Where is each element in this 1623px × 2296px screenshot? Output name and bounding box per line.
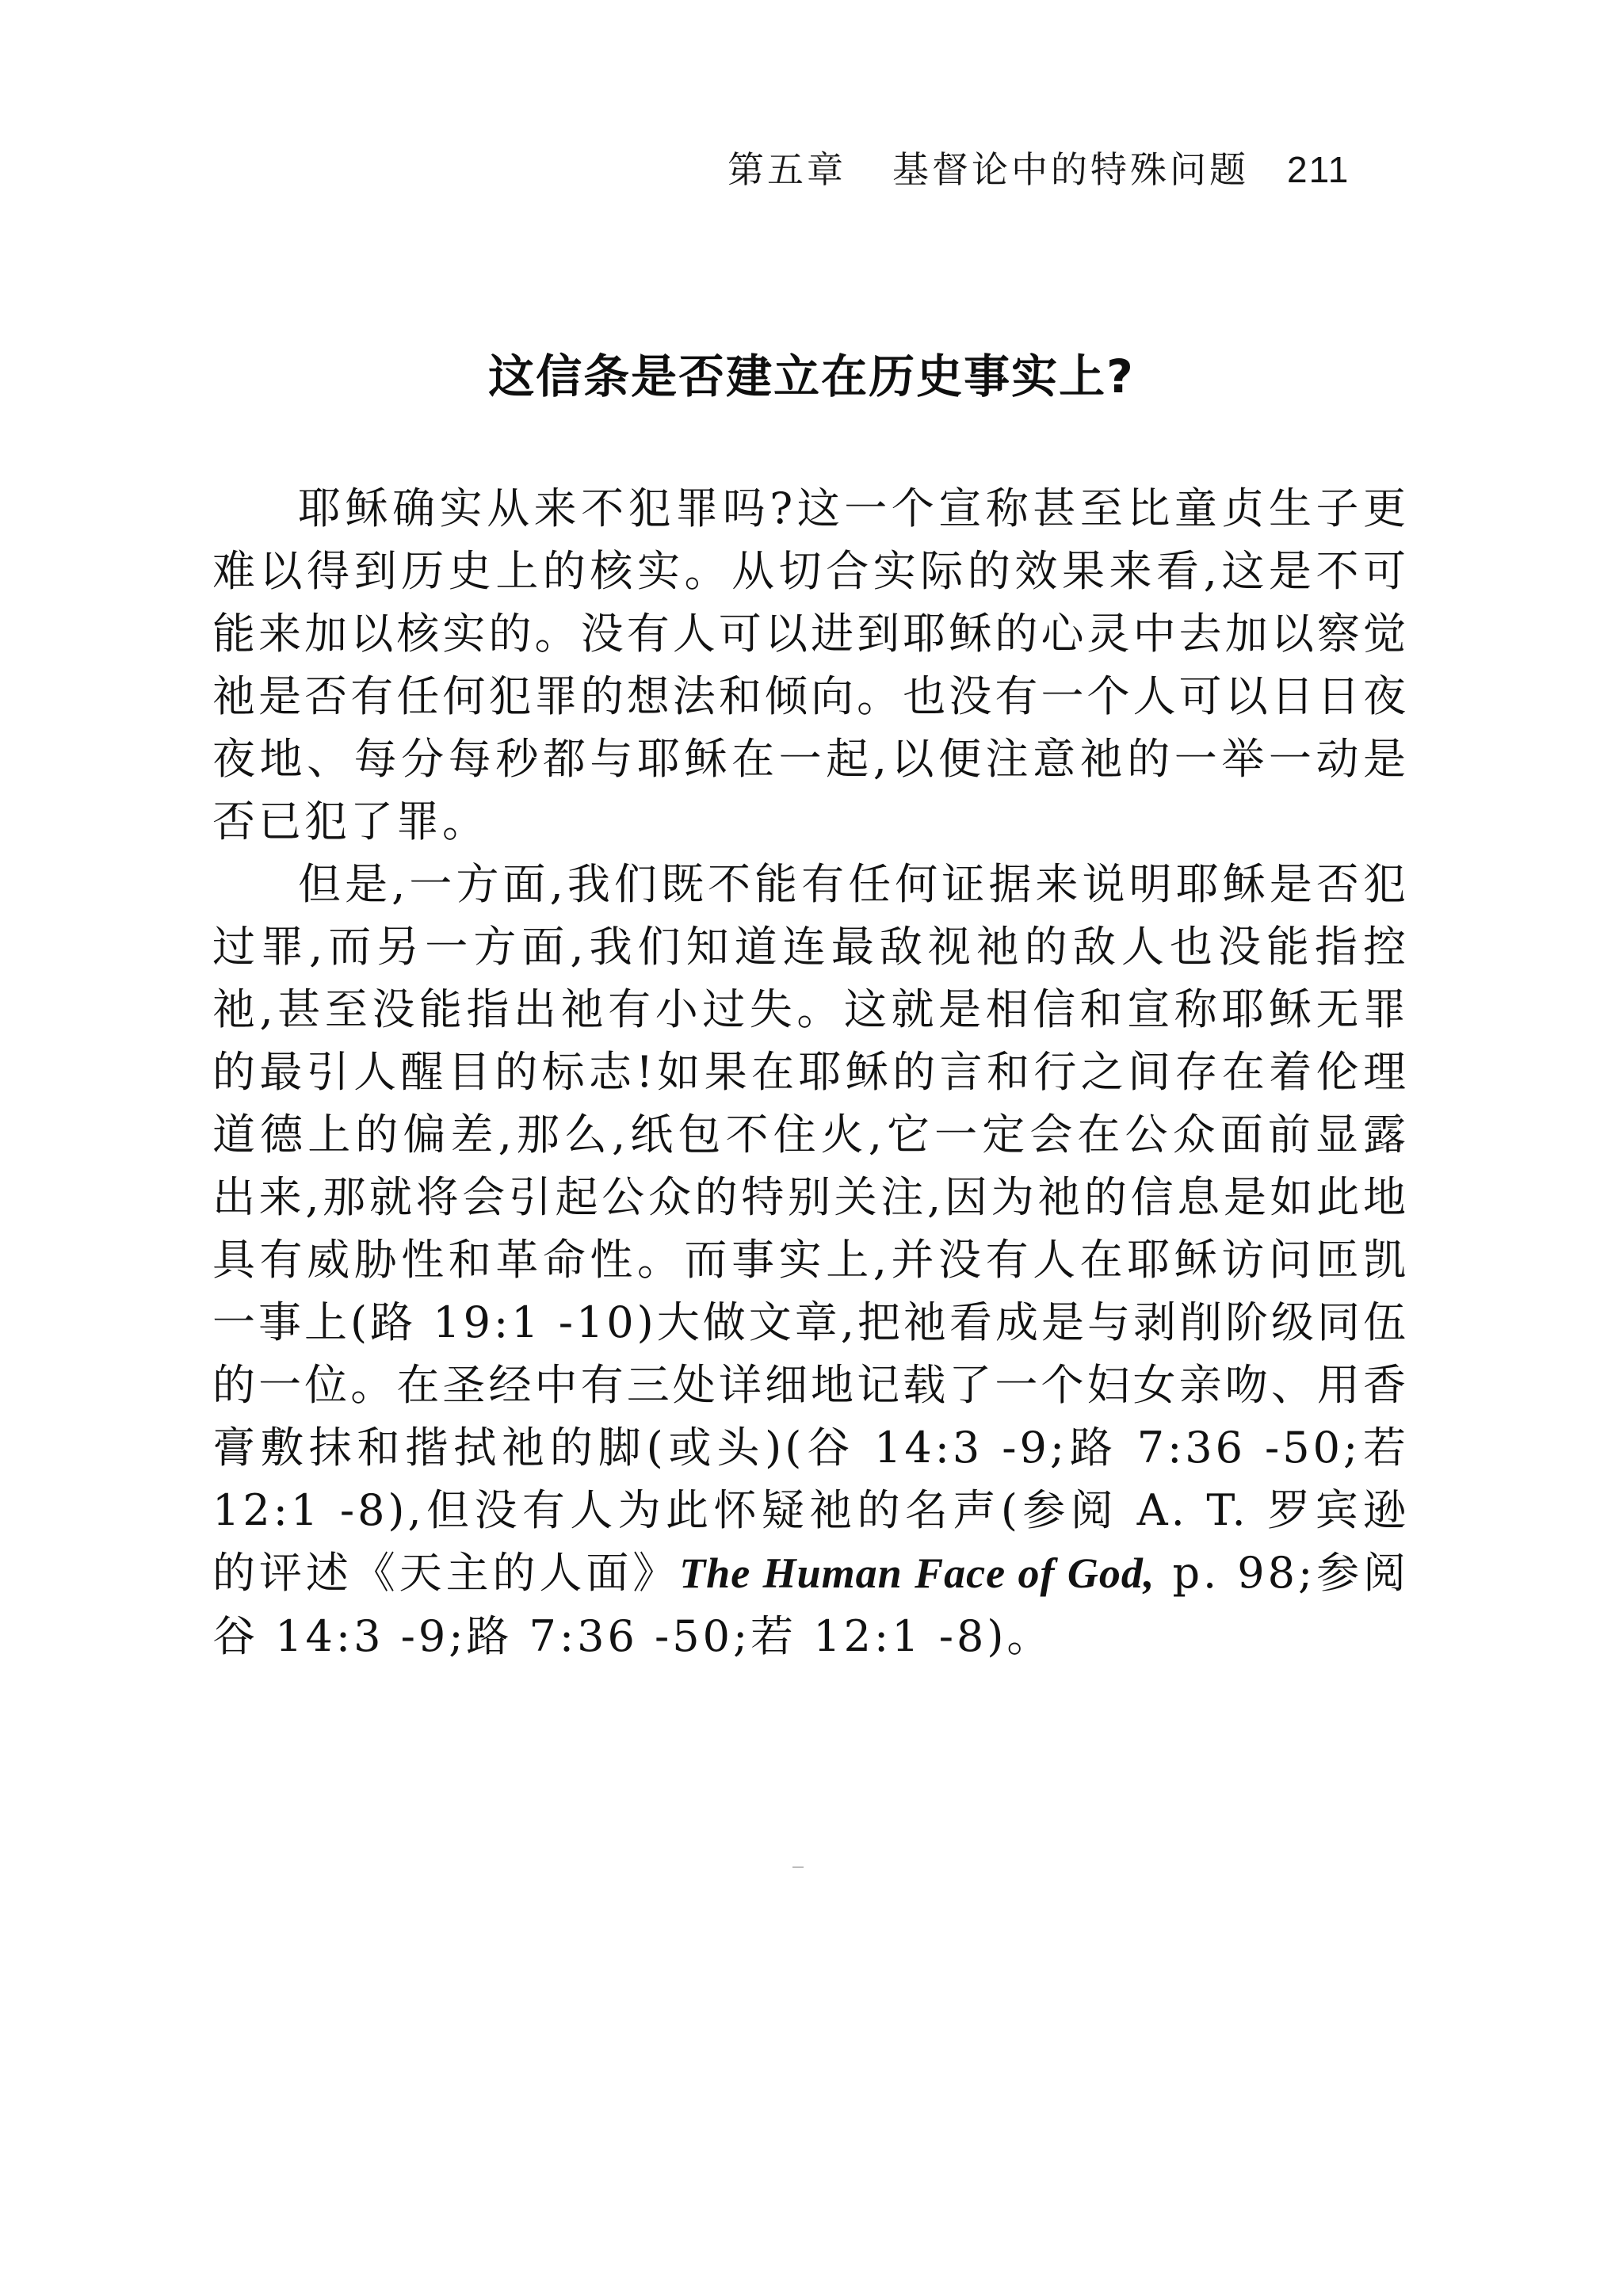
body-text bbox=[212, 477, 1409, 1668]
scan-speck bbox=[792, 1866, 804, 1868]
section-label: 基督论中的特殊问题 bbox=[892, 148, 1249, 191]
page-number: 211 bbox=[1287, 149, 1350, 190]
paragraph-1: 耶稣确实从来不犯罪吗?这一个宣称甚至比童贞生子更难以得到历史上的核实。从切合实际的效果来看,这是不可能来加以核实的。没有人可以进到耶稣的心灵中去加以察觉祂是否有任何犯罪的想法和倾向。也没有一个人可以日日夜夜地、每分每秒都与耶稣在一起,以便注意祂的一举一动是否已犯了罪。 bbox=[212, 483, 1409, 846]
paragraph-2 bbox=[212, 853, 1409, 1668]
chapter-label: 第五章 bbox=[727, 148, 846, 191]
paragraph-2-end: p. 98;参阅谷 14:3 -9;路 7:36 -50;若 12:1 -8)。 bbox=[212, 1548, 1410, 1661]
paragraph-2-text: 但是,一方面,我们既不能有任何证据来说明耶稣是否犯过罪,而另一方面,我们知道连最敌视祂的敌人也没能指控祂,甚至没能指出祂有小过失。这就是相信和宣称耶稣无罪的最引人醒目的标志!如果在耶稣的言和行之间存在着伦理道德上的偏差,那么,纸包不住火,它一定会在公众面前显露出来,那就将会引起公众的特别关注,因为祂的信息是如此地具有威胁性和革命性。而事实上,并没有人在耶稣访问匝凯一事上(路 19:1 -10)大做文章,把祂看成是与剥削阶级同伍的一位。在圣经中有三处详细地记载了一个妇女亲吻、用香膏敷抹和揩拭祂的脚(或头)(谷 14:3 -9;路 7:36 -50;若 12:1 -8),但没有人为此怀疑祂的名声(参阅 A. T. 罗宾逊的评述《天主的人面》 bbox=[212, 859, 1409, 1598]
section-heading: 这信条是否建立在历史事实上? bbox=[488, 350, 1135, 403]
running-header bbox=[727, 141, 1401, 197]
book-title-english: The Human Face of God, bbox=[679, 1549, 1155, 1597]
